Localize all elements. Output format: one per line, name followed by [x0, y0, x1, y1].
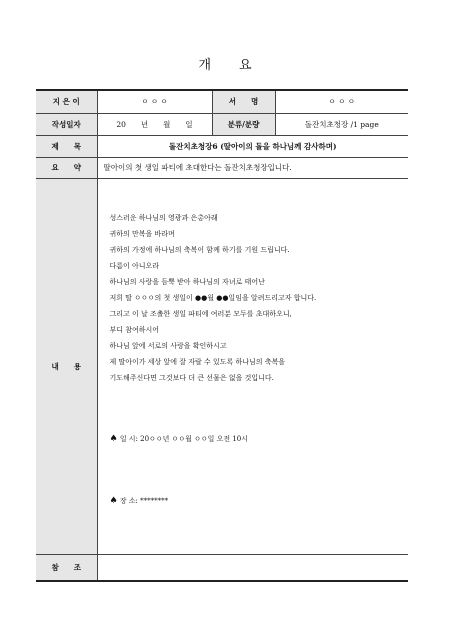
- event-place: [110, 493, 409, 509]
- subject-label: 제 목: [36, 135, 97, 157]
- body-line: 귀하의 가정에 하나님의 축복이 함께 하기를 기원 드립니다.: [109, 245, 290, 254]
- page-title: [0, 54, 450, 73]
- body-line: 귀하의 만복을 바라며: [109, 229, 175, 238]
- reference-row: [36, 554, 408, 581]
- author-row: [36, 90, 408, 113]
- title-char-1: 개: [198, 58, 211, 73]
- author-value[interactable]: ㅇ ㅇ ㅇ: [97, 90, 212, 113]
- body-line: 다름이 아니오라: [109, 261, 160, 270]
- writer-value[interactable]: ㅇ ㅇ ㅇ: [275, 90, 408, 113]
- spade-icon: ♠: [109, 495, 118, 506]
- category-value[interactable]: 돌잔치초청장 /1 page: [275, 113, 408, 135]
- date-label: 작성일자: [36, 113, 97, 135]
- content-row: [36, 178, 408, 554]
- body-line: 부디 참여하시어: [109, 325, 160, 334]
- body-line: 하나님의 사랑을 듬뿍 받아 하나님의 자녀로 태어난: [109, 277, 265, 286]
- summary-value[interactable]: 딸아이의 첫 생일 파티에 초대한다는 돌잔치초청장입니다.: [97, 157, 408, 178]
- reference-label: 참 조: [36, 554, 97, 581]
- reference-value[interactable]: [97, 554, 408, 581]
- category-label: 분류/분량: [212, 113, 275, 135]
- event-place-text: 장 소: ********: [119, 496, 169, 505]
- spade-icon: ♠: [109, 433, 118, 444]
- subject-row: [36, 135, 408, 157]
- event-datetime-text: 일 시: 20ㅇㅇ년 ㅇㅇ월 ㅇㅇ일 오전 10시: [119, 434, 249, 443]
- body-line: 제 딸아이가 세상 앞에 잘 자랄 수 있도록 하나님의 축복을: [109, 357, 286, 366]
- summary-row: [36, 157, 408, 178]
- document-summary-form: [36, 89, 408, 582]
- body-line: 성스러운 하나님의 영광과 은총아래: [109, 213, 218, 222]
- body-line: 하나님 앞에 서로의 사랑을 확인하시고: [109, 341, 227, 350]
- summary-label: 요 약: [36, 157, 97, 178]
- body-line: 그리고 이 날 조촐한 생일 파티에 여러분 모두를 초대하오니,: [109, 309, 292, 318]
- content-body[interactable]: [97, 178, 408, 554]
- event-datetime: [110, 431, 409, 447]
- date-value[interactable]: 20 년 월 일: [97, 113, 212, 135]
- author-label: 지 은 이: [36, 90, 97, 113]
- body-line: 기도해주신다면 그것보다 더 큰 선물은 없을 것입니다.: [109, 373, 274, 382]
- subject-value[interactable]: 돌잔치초청장6 (딸아이의 돌을 하나님께 감사하며): [97, 135, 408, 157]
- date-row: [36, 113, 408, 135]
- title-char-2: 요: [239, 58, 252, 73]
- body-line: 저희 딸 ㅇㅇㅇ의 첫 생일이 ●●월 ●●일임을 알려드리고자 합니다.: [109, 293, 317, 302]
- invitation-text: [98, 179, 409, 509]
- content-label: 내 용: [36, 178, 97, 554]
- writer-label: 서 명: [212, 90, 275, 113]
